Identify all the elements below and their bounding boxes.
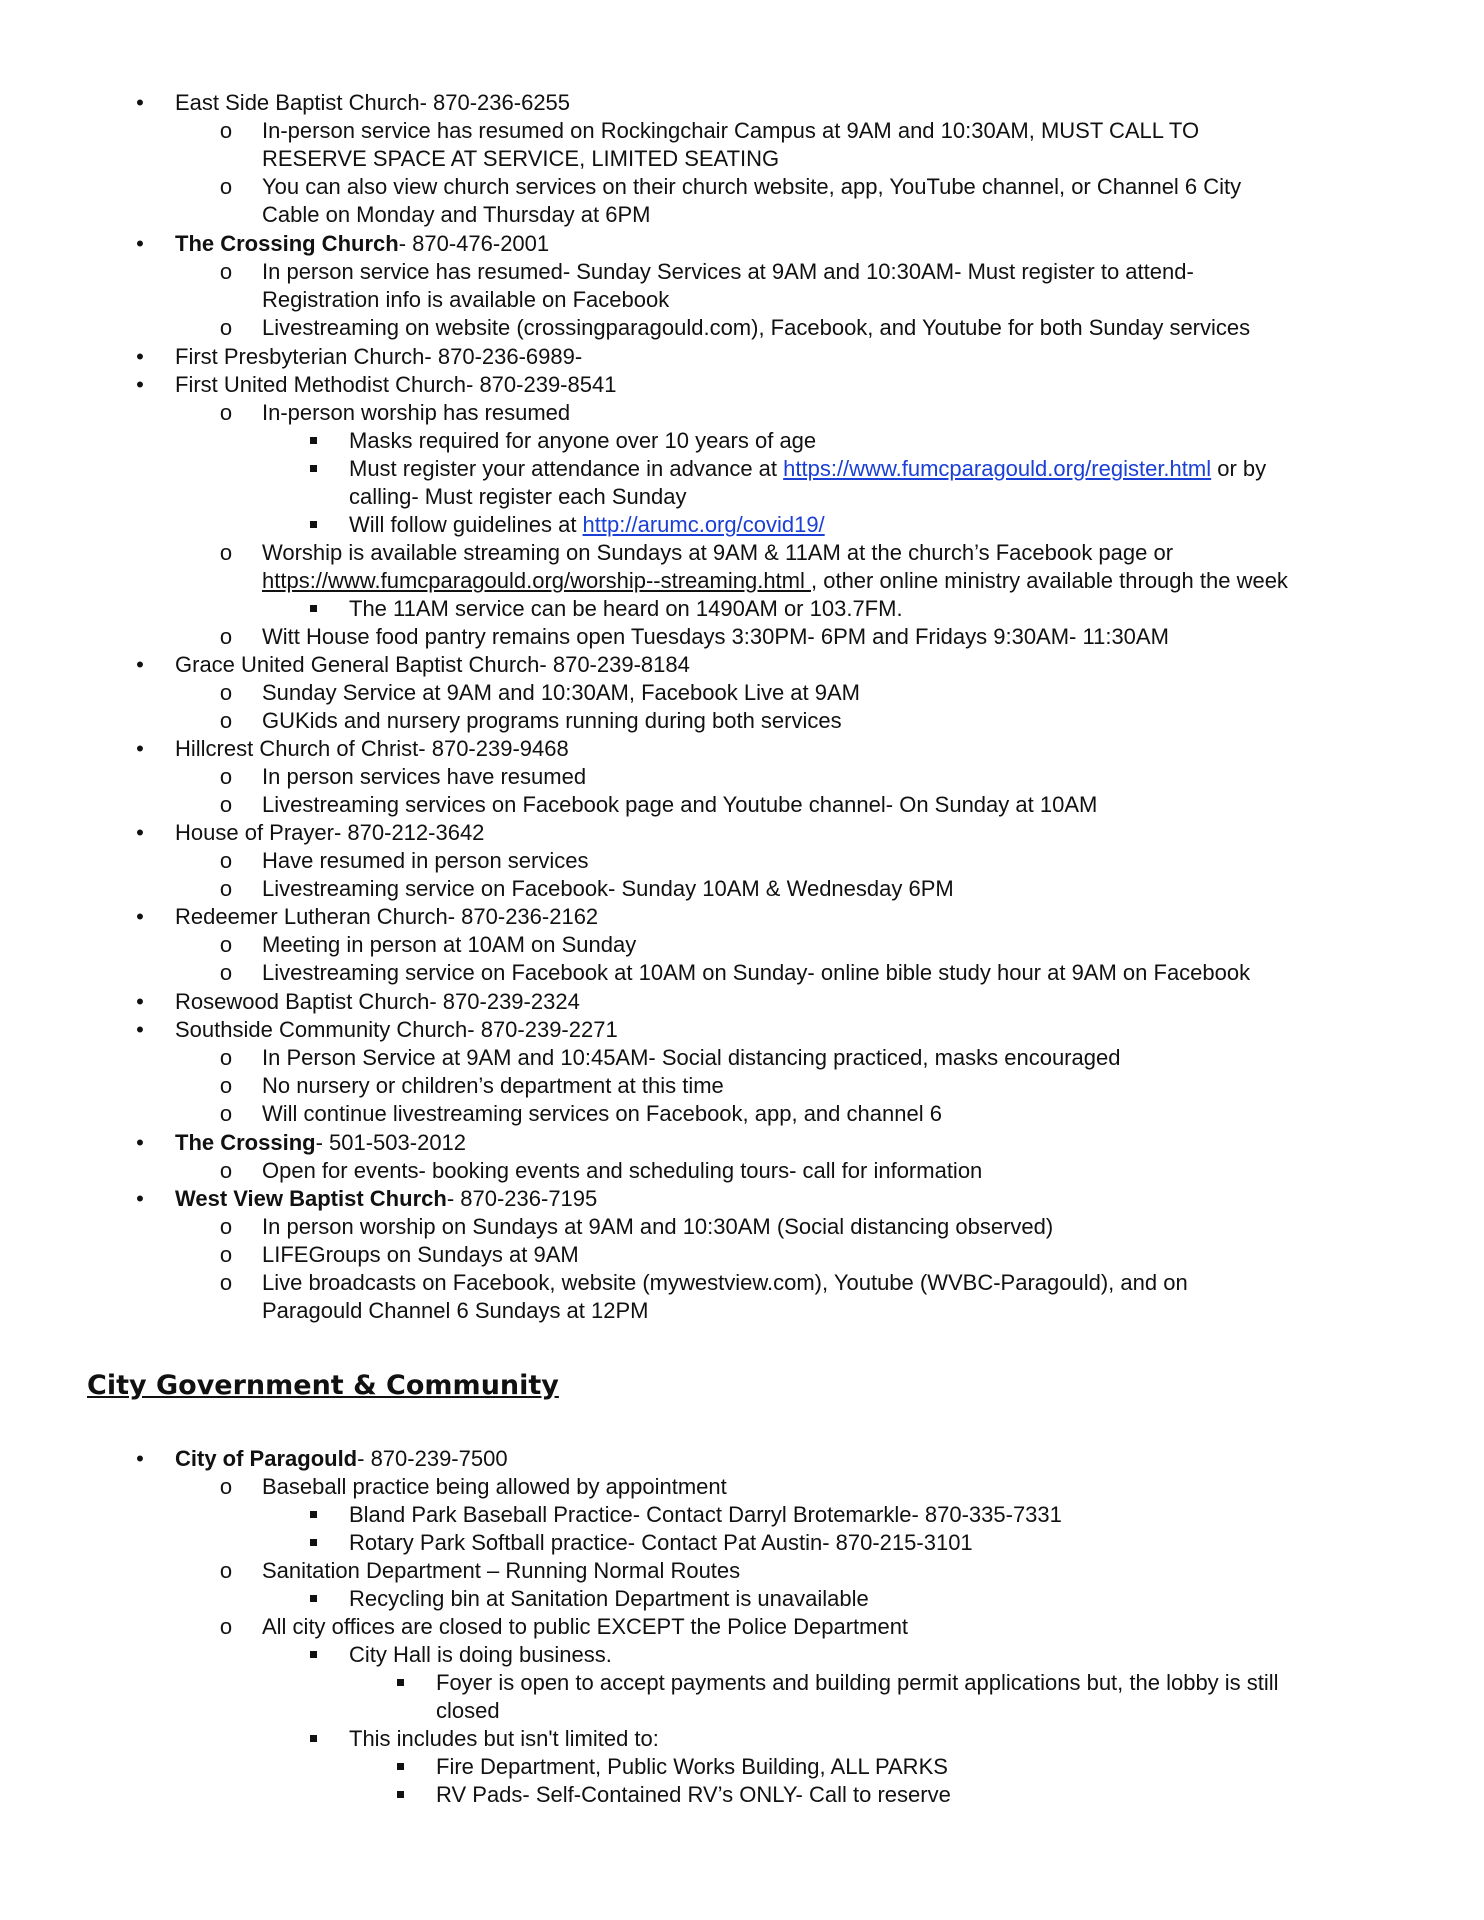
square-bullet [303, 595, 323, 623]
list-item: o LIFEGroups on Sundays at 9AM [0, 1241, 1484, 1269]
list-item: o Livestreaming services on Facebook page and Youtube channel- On Sunday at 10AM [0, 791, 1484, 819]
list-item [0, 735, 1484, 763]
covid-guidelines-link[interactable]: http://arumc.org/covid19/ [582, 512, 825, 537]
square-bullet [390, 1781, 410, 1809]
bullet: • [136, 231, 144, 256]
church-entry: Hillcrest Church of Christ- 870-239-9468 [175, 736, 569, 761]
list-item: o In-person worship has resumed [0, 399, 1484, 427]
church-entry: Southside Community Church- 870-239-2271 [175, 1017, 618, 1042]
square-bullet [390, 1669, 410, 1697]
list-item: This includes but isn't limited to: [0, 1725, 1484, 1753]
bullet: • [136, 90, 144, 115]
city-entry: City of Paragould- 870-239-7500 [175, 1446, 508, 1471]
circle-bullet: o [219, 1101, 233, 1126]
list-item: o Witt House food pantry remains open Tuesdays 3:30PM- 6PM and Fridays 9:30AM- 11:30AM [0, 623, 1484, 651]
circle-bullet: o [219, 1158, 233, 1183]
list-item: Recycling bin at Sanitation Department is unavailable [0, 1585, 1484, 1613]
list-item: Rotary Park Softball practice- Contact Pat Austin- 870-215-3101 [0, 1529, 1484, 1557]
church-entry: Redeemer Lutheran Church- 870-236-2162 [175, 904, 599, 929]
church-entry: East Side Baptist Church- 870-236-6255 [175, 90, 571, 115]
list-item: o Have resumed in person services [0, 847, 1484, 875]
list-item: RESERVE SPACE AT SERVICE, LIMITED SEATING [262, 146, 780, 171]
list-item: o In person services have resumed [0, 763, 1484, 791]
square-bullet [303, 1529, 323, 1557]
list-item: o Will continue livestreaming services on Facebook, app, and channel 6 [0, 1100, 1484, 1128]
circle-bullet: o [219, 1558, 233, 1583]
list-item: o GUKids and nursery programs running during both services [0, 707, 1484, 735]
list-item: o Worship is available streaming on Sundays at 9AM & 11AM at the church’s Facebook page or [0, 539, 1484, 567]
list-item: o In person worship on Sundays at 9AM and 10:30AM (Social distancing observed) [0, 1213, 1484, 1241]
church-entry: First Presbyterian Church- 870-236-6989- [175, 344, 583, 369]
square-bullet [303, 455, 323, 483]
list-item: o Sanitation Department – Running Normal Routes [0, 1557, 1484, 1585]
list-item: Foyer is open to accept payments and building permit applications but, the lobby is still [0, 1669, 1484, 1697]
list-item: The 11AM service can be heard on 1490AM or 103.7FM. [0, 595, 1484, 623]
list-item: RV Pads- Self-Contained RV’s ONLY- Call to reserve [0, 1781, 1484, 1809]
list-item: Cable on Monday and Thursday at 6PM [262, 202, 651, 227]
list-item: o Baseball practice being allowed by appointment [0, 1473, 1484, 1501]
circle-bullet: o [219, 848, 233, 873]
circle-bullet: o [219, 1270, 233, 1295]
circle-bullet: o [219, 118, 233, 143]
list-item: o In person service has resumed- Sunday Services at 9AM and 10:30AM- Must register to attend- [0, 258, 1484, 286]
worship-streaming-link[interactable]: https://www.fumcparagould.org/worship--streaming.html [262, 568, 811, 593]
circle-bullet: o [219, 960, 233, 985]
list-item: o In Person Service at 9AM and 10:45AM- Social distancing practiced, masks encouraged [0, 1044, 1484, 1072]
list-item [0, 89, 1484, 117]
list-item: o Open for events- booking events and scheduling tours- call for information [0, 1157, 1484, 1185]
circle-bullet: o [219, 400, 233, 425]
square-bullet [303, 511, 323, 539]
bullet: • [136, 344, 144, 369]
list-item [0, 1129, 1484, 1157]
bullet: • [136, 652, 144, 677]
square-bullet [303, 1641, 323, 1669]
square-bullet [303, 1585, 323, 1613]
list-item [0, 988, 1484, 1016]
list-item: City Hall is doing business. [0, 1641, 1484, 1669]
bullet: • [136, 989, 144, 1014]
list-item [0, 903, 1484, 931]
church-entry: The Crossing Church- 870-476-2001 [175, 231, 550, 256]
list-item: o Livestreaming service on Facebook- Sunday 10AM & Wednesday 6PM [0, 875, 1484, 903]
circle-bullet: o [219, 764, 233, 789]
circle-bullet: o [219, 1045, 233, 1070]
circle-bullet: o [219, 624, 233, 649]
circle-bullet: o [219, 259, 233, 284]
list-item: o All city offices are closed to public EXCEPT the Police Department [0, 1613, 1484, 1641]
church-entry: Grace United General Baptist Church- 870-239-8184 [175, 652, 690, 677]
circle-bullet: o [219, 1242, 233, 1267]
list-item: Registration info is available on Facebook [262, 287, 670, 312]
list-item: Paragould Channel 6 Sundays at 12PM [262, 1298, 649, 1323]
list-item [0, 1445, 1484, 1473]
list-item: o Live broadcasts on Facebook, website (mywestview.com), Youtube (WVBC-Paragould), and on [0, 1269, 1484, 1297]
list-item [0, 1185, 1484, 1213]
circle-bullet: o [219, 1073, 233, 1098]
church-entry: Rosewood Baptist Church- 870-239-2324 [175, 989, 580, 1014]
circle-bullet: o [219, 680, 233, 705]
list-item: o You can also view church services on their church website, app, YouTube channel, or Channel 6 City [0, 173, 1484, 201]
list-item: o Sunday Service at 9AM and 10:30AM, Facebook Live at 9AM [0, 679, 1484, 707]
square-bullet [303, 427, 323, 455]
list-item: Fire Department, Public Works Building, ALL PARKS [0, 1753, 1484, 1781]
bullet: • [136, 1130, 144, 1155]
list-item [0, 343, 1484, 371]
list-item [0, 371, 1484, 399]
list-item: closed [436, 1698, 500, 1723]
bullet: • [136, 1017, 144, 1042]
square-bullet [303, 1725, 323, 1753]
bullet: • [136, 820, 144, 845]
circle-bullet: o [219, 174, 233, 199]
bullet: • [136, 1446, 144, 1471]
circle-bullet: o [219, 1474, 233, 1499]
circle-bullet: o [219, 932, 233, 957]
list-item: Bland Park Baseball Practice- Contact Darryl Brotemarkle- 870-335-7331 [0, 1501, 1484, 1529]
church-entry: First United Methodist Church- 870-239-8541 [175, 372, 617, 397]
list-item [0, 651, 1484, 679]
circle-bullet: o [219, 1214, 233, 1239]
list-item: o Meeting in person at 10AM on Sunday [0, 931, 1484, 959]
bullet: • [136, 904, 144, 929]
list-item: o Livestreaming on website (crossingparagould.com), Facebook, and Youtube for both Sunday services [0, 314, 1484, 342]
list-item [0, 230, 1484, 258]
list-item: o In-person service has resumed on Rockingchair Campus at 9AM and 10:30AM, MUST CALL TO [0, 117, 1484, 145]
list-item [0, 1016, 1484, 1044]
list-item: Will follow guidelines at http://arumc.org/covid19/ [0, 511, 1484, 539]
square-bullet [390, 1753, 410, 1781]
circle-bullet: o [219, 876, 233, 901]
church-entry: West View Baptist Church- 870-236-7195 [175, 1186, 598, 1211]
circle-bullet: o [219, 540, 233, 565]
register-link[interactable]: https://www.fumcparagould.org/register.html [783, 456, 1212, 481]
list-item: https://www.fumcparagould.org/worship--streaming.html , other online ministry available through the week [262, 568, 1288, 593]
circle-bullet: o [219, 708, 233, 733]
circle-bullet: o [219, 315, 233, 340]
bullet: • [136, 736, 144, 761]
bullet: • [136, 372, 144, 397]
list-item: Masks required for anyone over 10 years of age [0, 427, 1484, 455]
bullet: • [136, 1186, 144, 1211]
church-entry: House of Prayer- 870-212-3642 [175, 820, 485, 845]
list-item: calling- Must register each Sunday [349, 484, 687, 509]
circle-bullet: o [219, 1614, 233, 1639]
list-item: Must register your attendance in advance at https://www.fumcparagould.org/register.html or by [0, 455, 1484, 483]
circle-bullet: o [219, 792, 233, 817]
section-heading: City Government & Community [87, 1370, 559, 1401]
square-bullet [303, 1501, 323, 1529]
list-item: o Livestreaming service on Facebook at 10AM on Sunday- online bible study hour at 9AM on Facebook [0, 959, 1484, 987]
list-item [0, 819, 1484, 847]
church-entry: The Crossing- 501-503-2012 [175, 1130, 467, 1155]
list-item: o No nursery or children’s department at this time [0, 1072, 1484, 1100]
